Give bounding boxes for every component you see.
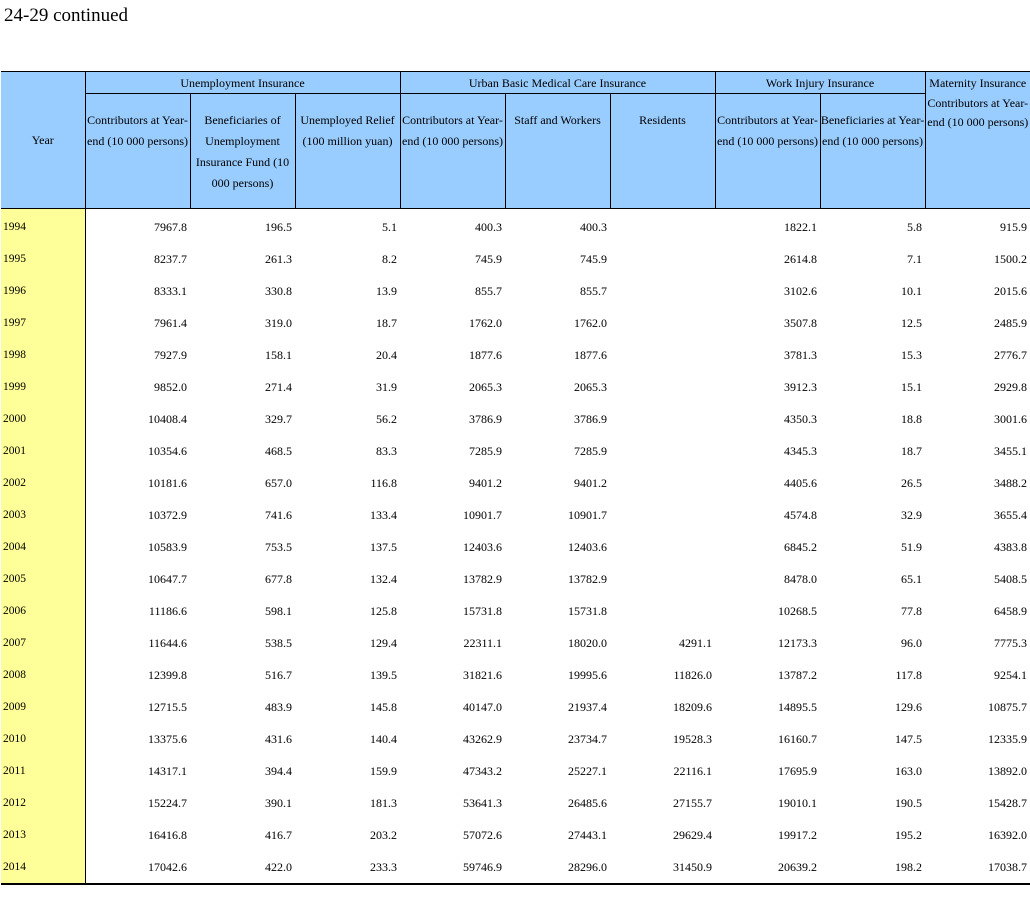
residents-cell [610, 403, 715, 435]
year-cell: 1996 [1, 275, 85, 307]
injury-contributors-cell: 4574.8 [784, 507, 817, 522]
medical-contributors-cell: 22311.1 [463, 635, 502, 650]
table-row [1, 403, 1030, 435]
medical-contributors-cell: 15731.8 [463, 603, 502, 618]
unemployment-beneficiaries-cell: 416.7 [265, 827, 292, 842]
residents-cell [610, 499, 715, 531]
table-row [1, 595, 1030, 627]
unemployment-contributors-cell: 7961.4 [154, 315, 187, 330]
year-cell: 2004 [1, 531, 85, 563]
injury-contributors-cell: 4405.6 [784, 475, 817, 490]
maternity-contributors-cell: 915.9 [1000, 219, 1028, 234]
year-cell: 1994 [1, 209, 85, 244]
medical-contributors-cell: 7285.9 [469, 443, 502, 458]
staff-and-workers-cell: 9401.2 [574, 475, 607, 490]
unemployed-relief-cell: 56.2 [376, 411, 397, 426]
medical-contributors-cell: 40147.0 [463, 699, 502, 714]
maternity-contributors-cell: 4383.8 [994, 539, 1028, 554]
staff-and-workers-cell: 7285.9 [574, 443, 607, 458]
maternity-contributors-cell: 2485.9 [994, 315, 1028, 330]
injury-contributors-cell: 1822.1 [784, 219, 817, 234]
table-row [1, 339, 1030, 371]
table-row [1, 499, 1030, 531]
injury-contributors-cell: 3781.3 [784, 347, 817, 362]
unemployed-relief-cell: 139.5 [370, 667, 397, 682]
unemployment-beneficiaries-cell: 196.5 [265, 219, 292, 234]
unemployment-insurance-header: Unemployment Insurance [85, 72, 400, 94]
staff-and-workers-cell: 1762.0 [574, 315, 607, 330]
injury-beneficiaries-cell: 18.8 [901, 411, 923, 426]
injury-contributors-cell: 2614.8 [784, 251, 817, 266]
medical-contributors-cell: 47343.2 [463, 763, 502, 778]
unemployment-contributors-cell: 14317.1 [148, 763, 187, 778]
table-row [1, 209, 1030, 244]
unemployment-contributors-cell: 11186.6 [148, 603, 187, 618]
maternity-contributors-cell: 12335.9 [988, 731, 1028, 746]
unemployment-contributors-cell: 15224.7 [148, 795, 187, 810]
medical-contributors-cell: 13782.9 [463, 571, 502, 586]
residents-cell [610, 435, 715, 467]
residents-cell [610, 531, 715, 563]
maternity-contributors-cell: 10875.7 [988, 699, 1028, 714]
maternity-contributors-cell: 7775.3 [994, 635, 1028, 650]
unemployment-beneficiaries-cell: 657.0 [265, 475, 292, 490]
injury-contributors-cell: 12173.3 [778, 635, 817, 650]
table-row [1, 691, 1030, 723]
injury-contributors-cell: 3507.8 [784, 315, 817, 330]
maternity-contributors-cell: 5408.5 [994, 571, 1028, 586]
unemployment-contributors-cell: 13375.6 [148, 731, 187, 746]
residents-cell [610, 339, 715, 371]
residents-cell [610, 275, 715, 307]
residents-cell [610, 467, 715, 499]
unemployment-contributors-cell: 17042.6 [85, 851, 190, 884]
residents-cell [610, 371, 715, 403]
unemployment-beneficiaries-cell: 538.5 [265, 635, 292, 650]
injury-beneficiaries-cell: 195.2 [895, 827, 923, 842]
table-row [1, 467, 1030, 499]
table-body [1, 209, 1030, 885]
maternity-contributors-cell: 2776.7 [994, 347, 1028, 362]
unemployment-beneficiaries-cell: 158.1 [265, 347, 292, 362]
injury-contributors-cell: 19010.1 [778, 795, 817, 810]
table-row [1, 243, 1030, 275]
table-row [1, 371, 1030, 403]
year-cell: 2002 [1, 467, 85, 499]
table-row [1, 435, 1030, 467]
staff-and-workers-cell: 745.9 [580, 251, 607, 266]
injury-beneficiaries-cell: 32.9 [901, 507, 923, 522]
unemployment-contributors-cell: 9852.0 [154, 379, 187, 394]
unemployment-contributors-cell: 10372.9 [148, 507, 187, 522]
maternity-contributors-cell: 15428.7 [988, 795, 1028, 810]
injury-contributors-cell: 20639.2 [715, 851, 820, 884]
unemployment-beneficiaries-cell: 431.6 [265, 731, 292, 746]
injury-contributors-cell: 6845.2 [784, 539, 817, 554]
maternity-contributors-cell: 9254.1 [994, 667, 1028, 682]
staff-and-workers-cell: 15731.8 [568, 603, 607, 618]
injury-contributors-cell: 4350.3 [784, 411, 817, 426]
injury-beneficiaries-cell: 10.1 [901, 283, 923, 298]
staff-and-workers-cell: 12403.6 [568, 539, 607, 554]
year-cell: 2001 [1, 435, 85, 467]
residents-cell: 27155.7 [673, 795, 712, 810]
injury-contributors-cell: 13787.2 [778, 667, 817, 682]
unemployment-beneficiaries-cell: 261.3 [265, 251, 292, 266]
table-row [1, 275, 1030, 307]
unemployed-relief-cell: 145.8 [370, 699, 397, 714]
staff-and-workers-cell: 19995.6 [568, 667, 607, 682]
medical-contributors-cell: 855.7 [475, 283, 502, 298]
residents-cell [610, 243, 715, 275]
unemployed-relief-cell: 137.5 [370, 539, 397, 554]
table-row [1, 659, 1030, 691]
maternity-contributors-cell: 6458.9 [994, 603, 1028, 618]
injury-beneficiaries-cell: 117.8 [895, 667, 923, 682]
unemployment-contributors-cell: 8237.7 [154, 251, 187, 266]
unemployment-contributors-header: Contributors at Year-end (10 000 persons) [85, 94, 190, 209]
maternity-contributors-cell: 1500.2 [994, 251, 1028, 266]
maternity-contributors-cell: 3001.6 [994, 411, 1028, 426]
injury-beneficiaries-cell: 65.1 [901, 571, 923, 586]
residents-cell [610, 563, 715, 595]
staff-and-workers-cell: 1877.6 [574, 347, 607, 362]
injury-contributors-cell: 10268.5 [778, 603, 817, 618]
unemployment-beneficiaries-cell: 422.0 [190, 851, 295, 884]
unemployed-relief-cell: 159.9 [370, 763, 397, 778]
maternity-insurance-header: Maternity Insurance Contributors at Year-end (10 000 persons) [925, 72, 1030, 209]
maternity-contributors-cell: 16392.0 [988, 827, 1028, 842]
medical-contributors-cell: 9401.2 [469, 475, 502, 490]
unemployment-contributors-cell: 10647.7 [148, 571, 187, 586]
year-cell: 2009 [1, 691, 85, 723]
unemployment-beneficiaries-cell: 271.4 [265, 379, 292, 394]
unemployment-contributors-cell: 10408.4 [148, 411, 187, 426]
residents-cell: 11826.0 [673, 667, 712, 682]
unemployment-beneficiaries-cell: 330.8 [265, 283, 292, 298]
injury-contributors-cell: 3102.6 [784, 283, 817, 298]
unemployment-beneficiaries-cell: 741.6 [265, 507, 292, 522]
unemployment-beneficiaries-cell: 753.5 [265, 539, 292, 554]
staff-and-workers-cell: 855.7 [580, 283, 607, 298]
maternity-contributors-cell: 17038.7 [925, 851, 1030, 884]
table-row [1, 531, 1030, 563]
staff-and-workers-header: Staff and Workers [505, 94, 610, 209]
unemployment-contributors-cell: 7967.8 [154, 219, 187, 234]
injury-beneficiaries-cell: 15.3 [901, 347, 923, 362]
medical-contributors-header: Contributors at Year-end (10 000 persons) [400, 94, 505, 209]
injury-beneficiaries-cell: 129.6 [895, 699, 923, 714]
injury-beneficiaries-cell: 96.0 [901, 635, 923, 650]
medical-contributors-cell: 57072.6 [463, 827, 502, 842]
year-cell: 2003 [1, 499, 85, 531]
staff-and-workers-cell: 3786.9 [574, 411, 607, 426]
unemployment-contributors-cell: 7927.9 [154, 347, 187, 362]
year-cell: 2014 [1, 851, 85, 884]
year-cell: 2006 [1, 595, 85, 627]
injury-beneficiaries-cell: 198.2 [820, 851, 925, 884]
unemployment-beneficiaries-cell: 483.9 [265, 699, 292, 714]
unemployed-relief-cell: 129.4 [370, 635, 397, 650]
unemployment-beneficiaries-cell: 598.1 [265, 603, 292, 618]
medical-contributors-cell: 31821.6 [463, 667, 502, 682]
unemployed-relief-cell: 181.3 [370, 795, 397, 810]
unemployment-contributors-cell: 12399.8 [148, 667, 187, 682]
injury-beneficiaries-cell: 12.5 [901, 315, 923, 330]
unemployed-relief-cell: 13.9 [376, 283, 397, 298]
injury-contributors-cell: 17695.9 [778, 763, 817, 778]
maternity-contributors-cell: 3488.2 [994, 475, 1028, 490]
table-row [1, 307, 1030, 339]
unemployment-contributors-cell: 10583.9 [148, 539, 187, 554]
maternity-contributors-cell: 2015.6 [994, 283, 1028, 298]
injury-beneficiaries-cell: 5.8 [907, 219, 923, 234]
unemployment-beneficiaries-cell: 516.7 [265, 667, 292, 682]
table-row [1, 787, 1030, 819]
unemployment-beneficiaries-header: Beneficiaries of Unemployment Insurance Fund (10 000 persons) [190, 94, 295, 209]
unemployment-contributors-cell: 8333.1 [154, 283, 187, 298]
unemployed-relief-cell: 8.2 [382, 251, 397, 266]
staff-and-workers-cell: 28296.0 [505, 851, 610, 884]
maternity-contributors-cell: 3455.1 [994, 443, 1028, 458]
medical-care-insurance-header: Urban Basic Medical Care Insurance [400, 72, 715, 94]
unemployed-relief-cell: 5.1 [382, 219, 397, 234]
unemployed-relief-header: Unemployed Relief (100 million yuan) [295, 94, 400, 209]
injury-contributors-cell: 4345.3 [784, 443, 817, 458]
medical-contributors-cell: 745.9 [475, 251, 502, 266]
residents-cell [610, 209, 715, 244]
year-cell: 2000 [1, 403, 85, 435]
table-row [1, 563, 1030, 595]
maternity-contributors-cell: 3655.4 [994, 507, 1028, 522]
unemployment-contributors-cell: 16416.8 [148, 827, 187, 842]
staff-and-workers-cell: 10901.7 [568, 507, 607, 522]
medical-contributors-cell: 1877.6 [469, 347, 502, 362]
staff-and-workers-cell: 21937.4 [568, 699, 607, 714]
maternity-contributors-cell: 2929.8 [994, 379, 1028, 394]
residents-cell: 19528.3 [673, 731, 712, 746]
unemployed-relief-cell: 133.4 [370, 507, 397, 522]
unemployment-beneficiaries-cell: 329.7 [265, 411, 292, 426]
table-header [1, 72, 1030, 209]
unemployment-beneficiaries-cell: 677.8 [265, 571, 292, 586]
unemployed-relief-cell: 83.3 [376, 443, 397, 458]
unemployment-contributors-cell: 12715.5 [148, 699, 187, 714]
unemployment-beneficiaries-cell: 394.4 [265, 763, 292, 778]
injury-contributors-cell: 3912.3 [784, 379, 817, 394]
injury-contributors-cell: 16160.7 [778, 731, 817, 746]
staff-and-workers-cell: 18020.0 [568, 635, 607, 650]
unemployed-relief-cell: 20.4 [376, 347, 397, 362]
table-title: 24-29 continued [4, 5, 129, 26]
year-cell: 2007 [1, 627, 85, 659]
residents-cell [610, 307, 715, 339]
residents-header: Residents [610, 94, 715, 209]
injury-contributors-header: Contributors at Year-end (10 000 persons) [715, 94, 820, 209]
residents-cell [610, 595, 715, 627]
unemployment-contributors-cell: 10354.6 [148, 443, 187, 458]
injury-beneficiaries-cell: 51.9 [901, 539, 923, 554]
year-cell: 1997 [1, 307, 85, 339]
work-injury-insurance-header: Work Injury Insurance [715, 72, 925, 94]
residents-cell: 4291.1 [679, 635, 712, 650]
statistics-table [1, 71, 1030, 885]
residents-cell: 31450.9 [610, 851, 715, 884]
medical-contributors-cell: 43262.9 [463, 731, 502, 746]
maternity-contributors-cell: 13892.0 [988, 763, 1028, 778]
unemployment-contributors-cell: 10181.6 [148, 475, 187, 490]
year-cell: 1995 [1, 243, 85, 275]
unemployed-relief-cell: 203.2 [370, 827, 397, 842]
staff-and-workers-cell: 25227.1 [568, 763, 607, 778]
year-cell: 2008 [1, 659, 85, 691]
table-row [1, 755, 1030, 787]
injury-beneficiaries-cell: 18.7 [901, 443, 923, 458]
residents-cell: 22116.1 [673, 763, 712, 778]
injury-beneficiaries-cell: 77.8 [901, 603, 923, 618]
unemployed-relief-cell: 140.4 [370, 731, 397, 746]
year-cell: 2012 [1, 787, 85, 819]
medical-contributors-cell: 3786.9 [469, 411, 502, 426]
medical-contributors-cell: 400.3 [475, 219, 502, 234]
medical-contributors-cell: 12403.6 [463, 539, 502, 554]
table-row [1, 723, 1030, 755]
medical-contributors-cell: 59746.9 [400, 851, 505, 884]
unemployed-relief-cell: 18.7 [376, 315, 397, 330]
year-cell: 1999 [1, 371, 85, 403]
injury-beneficiaries-cell: 15.1 [901, 379, 923, 394]
year-header: Year [1, 72, 85, 209]
unemployment-beneficiaries-cell: 468.5 [265, 443, 292, 458]
injury-beneficiaries-cell: 147.5 [895, 731, 923, 746]
staff-and-workers-cell: 13782.9 [568, 571, 607, 586]
unemployment-beneficiaries-cell: 319.0 [265, 315, 292, 330]
residents-cell: 29629.4 [673, 827, 712, 842]
table-row [1, 851, 1030, 884]
medical-contributors-cell: 10901.7 [463, 507, 502, 522]
unemployment-contributors-cell: 11644.6 [148, 635, 187, 650]
year-cell: 2010 [1, 723, 85, 755]
table-row [1, 819, 1030, 851]
injury-contributors-cell: 14895.5 [778, 699, 817, 714]
staff-and-workers-cell: 27443.1 [568, 827, 607, 842]
staff-and-workers-cell: 23734.7 [568, 731, 607, 746]
injury-beneficiaries-cell: 190.5 [895, 795, 923, 810]
injury-beneficiaries-header: Beneficiaries at Year-end (10 000 persons) [820, 94, 925, 209]
staff-and-workers-cell: 2065.3 [574, 379, 607, 394]
injury-beneficiaries-cell: 163.0 [895, 763, 923, 778]
year-cell: 2013 [1, 819, 85, 851]
year-cell: 2005 [1, 563, 85, 595]
unemployed-relief-cell: 233.3 [295, 851, 400, 884]
staff-and-workers-cell: 400.3 [580, 219, 607, 234]
staff-and-workers-cell: 26485.6 [568, 795, 607, 810]
unemployment-beneficiaries-cell: 390.1 [265, 795, 292, 810]
unemployed-relief-cell: 116.8 [370, 475, 397, 490]
unemployed-relief-cell: 132.4 [370, 571, 397, 586]
year-cell: 2011 [1, 755, 85, 787]
medical-contributors-cell: 1762.0 [469, 315, 502, 330]
residents-cell: 18209.6 [673, 699, 712, 714]
medical-contributors-cell: 2065.3 [469, 379, 502, 394]
injury-beneficiaries-cell: 26.5 [901, 475, 923, 490]
injury-beneficiaries-cell: 7.1 [907, 251, 923, 266]
table-row [1, 627, 1030, 659]
year-cell: 1998 [1, 339, 85, 371]
injury-contributors-cell: 8478.0 [784, 571, 817, 586]
unemployed-relief-cell: 31.9 [376, 379, 397, 394]
medical-contributors-cell: 53641.3 [463, 795, 502, 810]
injury-contributors-cell: 19917.2 [778, 827, 817, 842]
unemployed-relief-cell: 125.8 [370, 603, 397, 618]
